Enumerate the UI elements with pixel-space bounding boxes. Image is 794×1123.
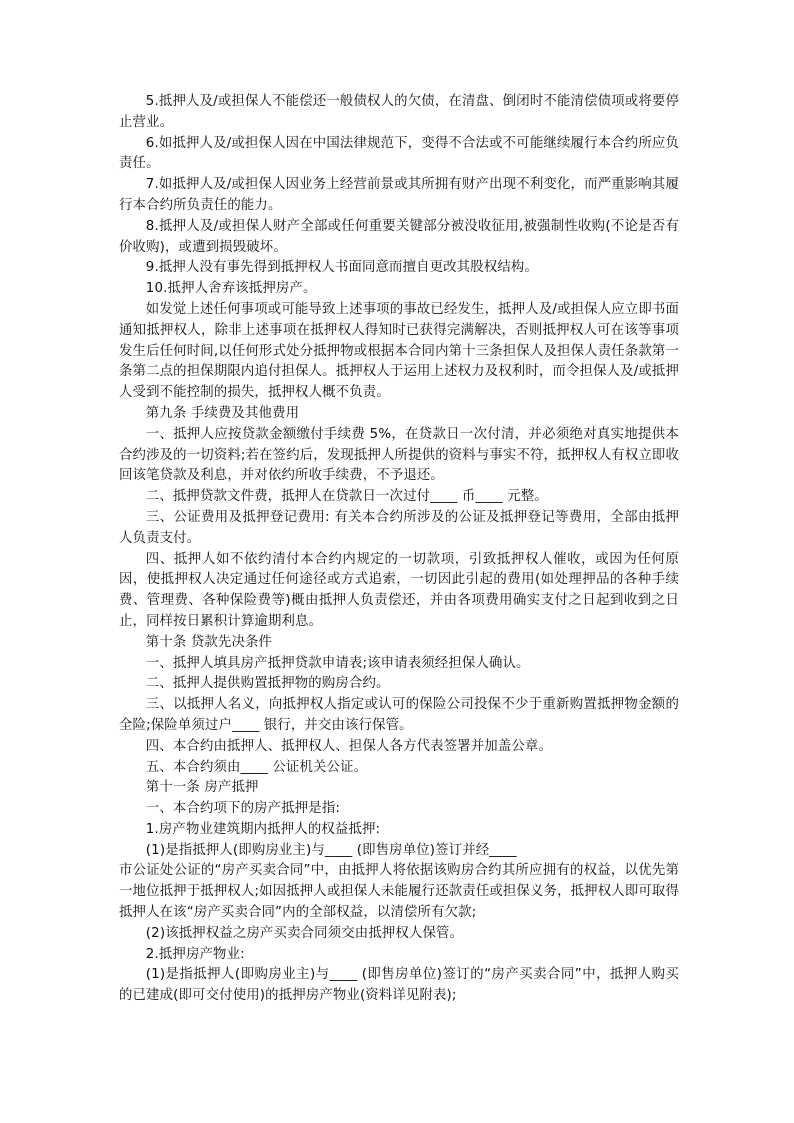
- default-notice-paragraph: 如发觉上述任何事项或可能导致上述事项的事故已经发生，抵押人及/或担保人应立即书面通知抵押权人，除非上述事项在抵押权人得知时已获得完满解决，否则抵押权人可在该等事项发生后任何时间,以任何形式处分抵押物或根据本合同内第十三条担保人及担保人责任条款第一条第二点的担保期限内追付担保人。抵押权人于运用上述权力及权利时，而令担保人及/或抵押人受到不能控制的损失，抵押权人概不负责。: [119, 301, 679, 401]
- article-10-item-2: 二、抵押人提供购置抵押物的购房合约。: [145, 676, 390, 692]
- clause-7-paragraph: 7.如抵押人及/或担保人因业务上经营前景或其所拥有财产出现不利变化，而严重影响其履行本合约所负责任的能力。: [119, 177, 679, 213]
- article-10-item-4: 四、本合约由抵押人、抵押权人、担保人各方代表签署并加盖公章。: [145, 738, 553, 754]
- clause-8-paragraph: 8.抵押人及/或担保人财产全部或任何重要关键部分被没收征用,被强制性收购(不论是否有价收购)，或遭到损毁破坏。: [119, 218, 679, 255]
- article-10-item-3: 三、以抵押人名义，向抵押权人指定或认可的保险公司投保不少于重新购置抵押物金额的全险;保险单须过户____ 银行，并交由该行保管。: [119, 697, 679, 733]
- article-11-subitem-2: 2.抵押房产物业:: [145, 946, 245, 962]
- article-10-heading: 第十条 贷款先决条件: [145, 634, 273, 650]
- article-9-item-2: 二、抵押贷款文件费，抵押人在贷款日一次过付____ 币____ 元整。: [145, 489, 548, 505]
- clause-10-paragraph: 10.抵押人舍弃该抵押房产。: [145, 281, 317, 297]
- clause-9-paragraph: 9.抵押人没有事先得到抵押权人书面同意而擅自更改其股权结构。: [145, 260, 539, 276]
- article-11-heading: 第十一条 房产抵押: [145, 780, 259, 796]
- document-body: [119, 92, 679, 1007]
- article-11-item-1: 一、本合约项下的房产抵押是指:: [145, 801, 341, 817]
- clause-6-paragraph: 6.如抵押人及/或担保人因在中国法律规范下，变得不合法或不可能继续履行本合约所应负责任。: [119, 135, 679, 172]
- article-11-subitem-2-1: (1)是指抵押人(即购房业主)与____ (即售房单位)签订的“房产买卖合同”中，抵押人购买的已建成(即可交付使用)的抵押房产物业(资料详见附表);: [119, 967, 679, 1004]
- clause-5-paragraph: 5.抵押人及/或担保人不能偿还一般债权人的欠债，在清盘、倒闭时不能清偿债项或将要停止营业。: [119, 94, 679, 130]
- article-10-item-5: 五、本合约须由____ 公证机关公证。: [145, 759, 368, 775]
- article-11-subitem-1-1-cont: 市公证处公证的“房产买卖合同”中，由抵押人将依据该购房合约其所应拥有的权益，以优先第一地位抵押于抵押权人;如因抵押人或担保人未能履行还款责任或担保义务，抵押权人即可取得抵押人在该“房产买卖合同”内的全部权益，以清偿所有欠款;: [119, 863, 679, 921]
- article-10-item-1: 一、抵押人填具房产抵押贷款申请表;该申请表须经担保人确认。: [145, 655, 530, 671]
- article-11-subitem-1: 1.房产物业建筑期内抵押人的权益抵押:: [145, 821, 381, 837]
- article-9-heading: 第九条 手续费及其他费用: [145, 405, 300, 421]
- article-11-subitem-1-1: (1)是指抵押人(即购房业主)与____ (即售房单位)签订并经____: [145, 842, 517, 858]
- article-9-item-1: 一、抵押人应按贷款金额缴付手续费 5%，在贷款日一次付清，并必须绝对真实地提供本合约涉及的一切资料;若在签约后，发现抵押人所提供的资料与事实不符，抵押权人有权立即收回该笔贷款及利息，并对依约所收手续费，不予退还。: [119, 426, 679, 484]
- article-9-item-4: 四、抵押人如不依约清付本合约内规定的一切款项，引致抵押权人催收，或因为任何原因，使抵押权人决定通过任何途径或方式追索，一切因此引起的费用(如处理押品的各种手续费、管理费、各种保险费等)概由抵押人负责偿还，并由各项费用确实支付之日起到收到之日止，同样按日累积计算逾期利息。: [119, 551, 679, 629]
- article-11-subitem-1-2: (2)该抵押权益之房产买卖合同须交由抵押权人保管。: [145, 925, 464, 941]
- article-9-item-3: 三、公证费用及抵押登记费用: 有关本合约所涉及的公证及抵押登记等费用，全部由抵押人负责支付。: [119, 509, 679, 546]
